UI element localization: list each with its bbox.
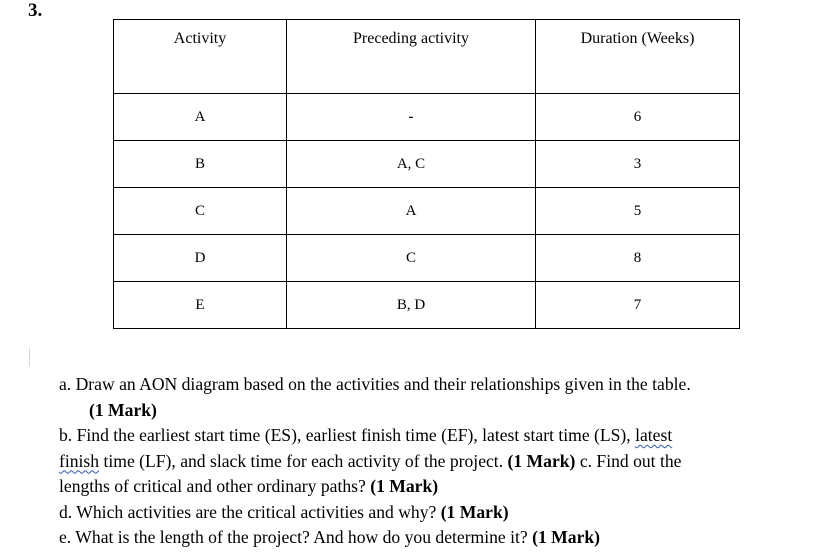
- cell-duration: 7: [536, 282, 740, 329]
- question-b-mark: (1 Mark): [507, 450, 576, 471]
- table-row: [114, 141, 740, 188]
- header-duration: Duration (Weeks): [536, 20, 740, 94]
- question-c-mark: (1 Mark): [370, 476, 439, 496]
- question-d-text: d. Which activities are the critical activities and why?: [59, 501, 441, 522]
- question-e-text: e. What is the length of the project? And how do you determine it?: [59, 527, 533, 547]
- activity-table: [113, 19, 740, 329]
- question-list: [59, 372, 799, 551]
- cell-preceding: C: [287, 235, 536, 282]
- cell-activity: B: [114, 141, 287, 188]
- cell-duration: 6: [536, 94, 740, 141]
- question-e-mark: (1 Mark): [532, 527, 601, 547]
- question-d-mark: (1 Mark): [440, 501, 509, 522]
- question-number: 3.: [28, 0, 43, 21]
- header-preceding-activity: Preceding activity: [287, 20, 536, 94]
- question-e: [59, 525, 799, 551]
- cell-preceding: B, D: [287, 282, 536, 329]
- table-row: [114, 282, 740, 329]
- question-b: [59, 423, 799, 500]
- table-row: [114, 235, 740, 282]
- question-c-text-1: c. Find out the: [575, 450, 682, 471]
- cell-duration: 5: [536, 188, 740, 235]
- question-a-text: a. Draw an AON diagram based on the activities and their relationships given in the table.: [59, 374, 691, 394]
- cell-activity: A: [114, 94, 287, 141]
- cell-duration: 8: [536, 235, 740, 282]
- table-header-row: [114, 20, 740, 94]
- cell-activity: D: [114, 235, 287, 282]
- question-b-text-2: time (LF), and slack time for each activity of the project.: [99, 450, 508, 471]
- cell-preceding: A: [287, 188, 536, 235]
- cell-activity: E: [114, 282, 287, 329]
- question-c-text-2: lengths of critical and other ordinary paths?: [59, 476, 371, 496]
- question-a-mark-line: [59, 398, 799, 424]
- cell-duration: 3: [536, 141, 740, 188]
- table-row: [114, 94, 740, 141]
- cell-activity: C: [114, 188, 287, 235]
- cell-preceding: -: [287, 94, 536, 141]
- table-row: [114, 188, 740, 235]
- question-b-text-1: b. Find the earliest start time (ES), earliest finish time (EF), latest start time (LS),: [59, 425, 636, 445]
- margin-marker: [29, 348, 30, 366]
- question-d: [59, 500, 799, 526]
- header-activity: Activity: [114, 20, 287, 94]
- question-a-mark: (1 Mark): [89, 399, 157, 420]
- question-a: [59, 372, 799, 398]
- cell-preceding: A, C: [287, 141, 536, 188]
- spellcheck-flag-finish: finish: [59, 450, 100, 471]
- spellcheck-flag-latest: latest: [635, 425, 673, 445]
